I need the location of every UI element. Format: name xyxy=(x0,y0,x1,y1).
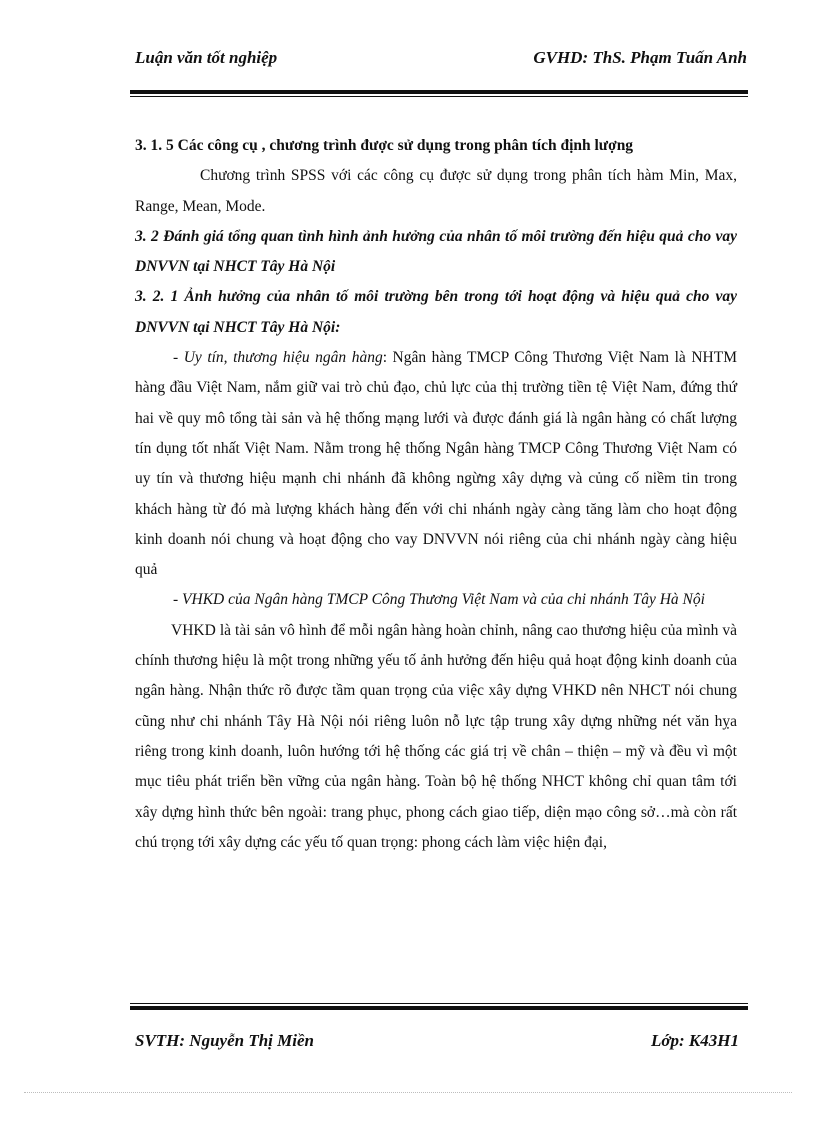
heading-3-2: 3. 2 Đánh giá tổng quan tình hình ảnh hưởng của nhân tố môi trường đến hiệu quả cho vay DNVVN tại NHCT Tây Hà Nội xyxy=(135,227,737,276)
page-header xyxy=(135,48,747,72)
page-footer xyxy=(135,1031,739,1055)
heading-3-1-5: 3. 1. 5 Các công cụ , chương trình được sử dụng trong phân tích định lượng xyxy=(135,137,634,154)
footer-rule xyxy=(130,1003,748,1010)
header-rule xyxy=(130,90,748,97)
uy-tin-label: - Uy tín, thương hiệu ngân hàng xyxy=(173,349,383,367)
header-thesis-title: Luận văn tốt nghiệp xyxy=(135,48,278,67)
page-content xyxy=(135,131,737,858)
paragraph-spss: Chương trình SPSS với các công cụ được sử dụng trong phân tích hàm Min, Max, Range, Mean, Mode. xyxy=(135,167,737,215)
footer-class: Lớp: K43H1 xyxy=(651,1031,739,1050)
page-edge-dotted-line xyxy=(24,1092,792,1093)
paragraph-vhkd: VHKD là tài sản vô hình để mỗi ngân hàng hoàn chỉnh, nâng cao thương hiệu của mình và chính thương hiệu là một trong những yếu tố ảnh hưởng đến hiệu quả hoạt động kinh doanh của ngân hàng. Nhận thức rõ được tầm quan trọng của việc xây dựng VHKD nên NHCT nói chung cũng như chi nhánh Tây Hà Nội nói riêng luôn nỗ lực tập trung xây dựng những nét văn hỵa riêng trong kinh doanh, luôn hướng tới hệ thống các giá trị về chân – thiện – mỹ và đều vì một mục tiêu phát triển bền vững của ngân hàng. Toàn bộ hệ thống NHCT không chỉ quan tâm tới xây dựng hình thức bên ngoài: trang phục, phong cách giao tiếp, diện mạo công sở…mà còn rất chú trọng tới xây dựng các yếu tố quan trọng: phong cách làm việc hiện đại, xyxy=(135,621,737,851)
uy-tin-text: : Ngân hàng TMCP Công Thương Việt Nam là NHTM hàng đầu Việt Nam, nắm giữ vai trò chủ đạo, chủ lực của thị trường tiền tệ Việt Nam, đứng thứ hai về quy mô tổng tài sản và hệ thống mạng lưới và được đánh giá là ngân hàng có chất lượng tín dụng tốt nhất Việt Nam. Nằm trong hệ thống Ngân hàng TMCP Công Thương Việt Nam có uy tín và thương hiệu mạnh chi nhánh đã không ngừng xây dựng và củng cố niềm tin trong khách hàng từ đó mà lượng khách hàng đến với chi nhánh ngày càng tăng làm cho hoạt động kinh doanh nói chung và hoạt động cho vay DNVVN nói riêng của chi nhánh ngày càng hiệu quả xyxy=(135,349,737,579)
paragraph-vhkd-label: - VHKD của Ngân hàng TMCP Công Thương Việt Nam và của chi nhánh Tây Hà Nội xyxy=(173,591,705,609)
footer-student: SVTH: Nguyễn Thị Miền xyxy=(135,1031,314,1050)
paragraph-uy-tin xyxy=(135,343,737,585)
header-advisor: GVHD: ThS. Phạm Tuấn Anh xyxy=(533,48,747,67)
heading-3-2-1: 3. 2. 1 Ảnh hưởng của nhân tố môi trường bên trong tới hoạt động và hiệu quả cho vay DNVVN tại NHCT Tây Hà Nội: xyxy=(135,288,737,336)
